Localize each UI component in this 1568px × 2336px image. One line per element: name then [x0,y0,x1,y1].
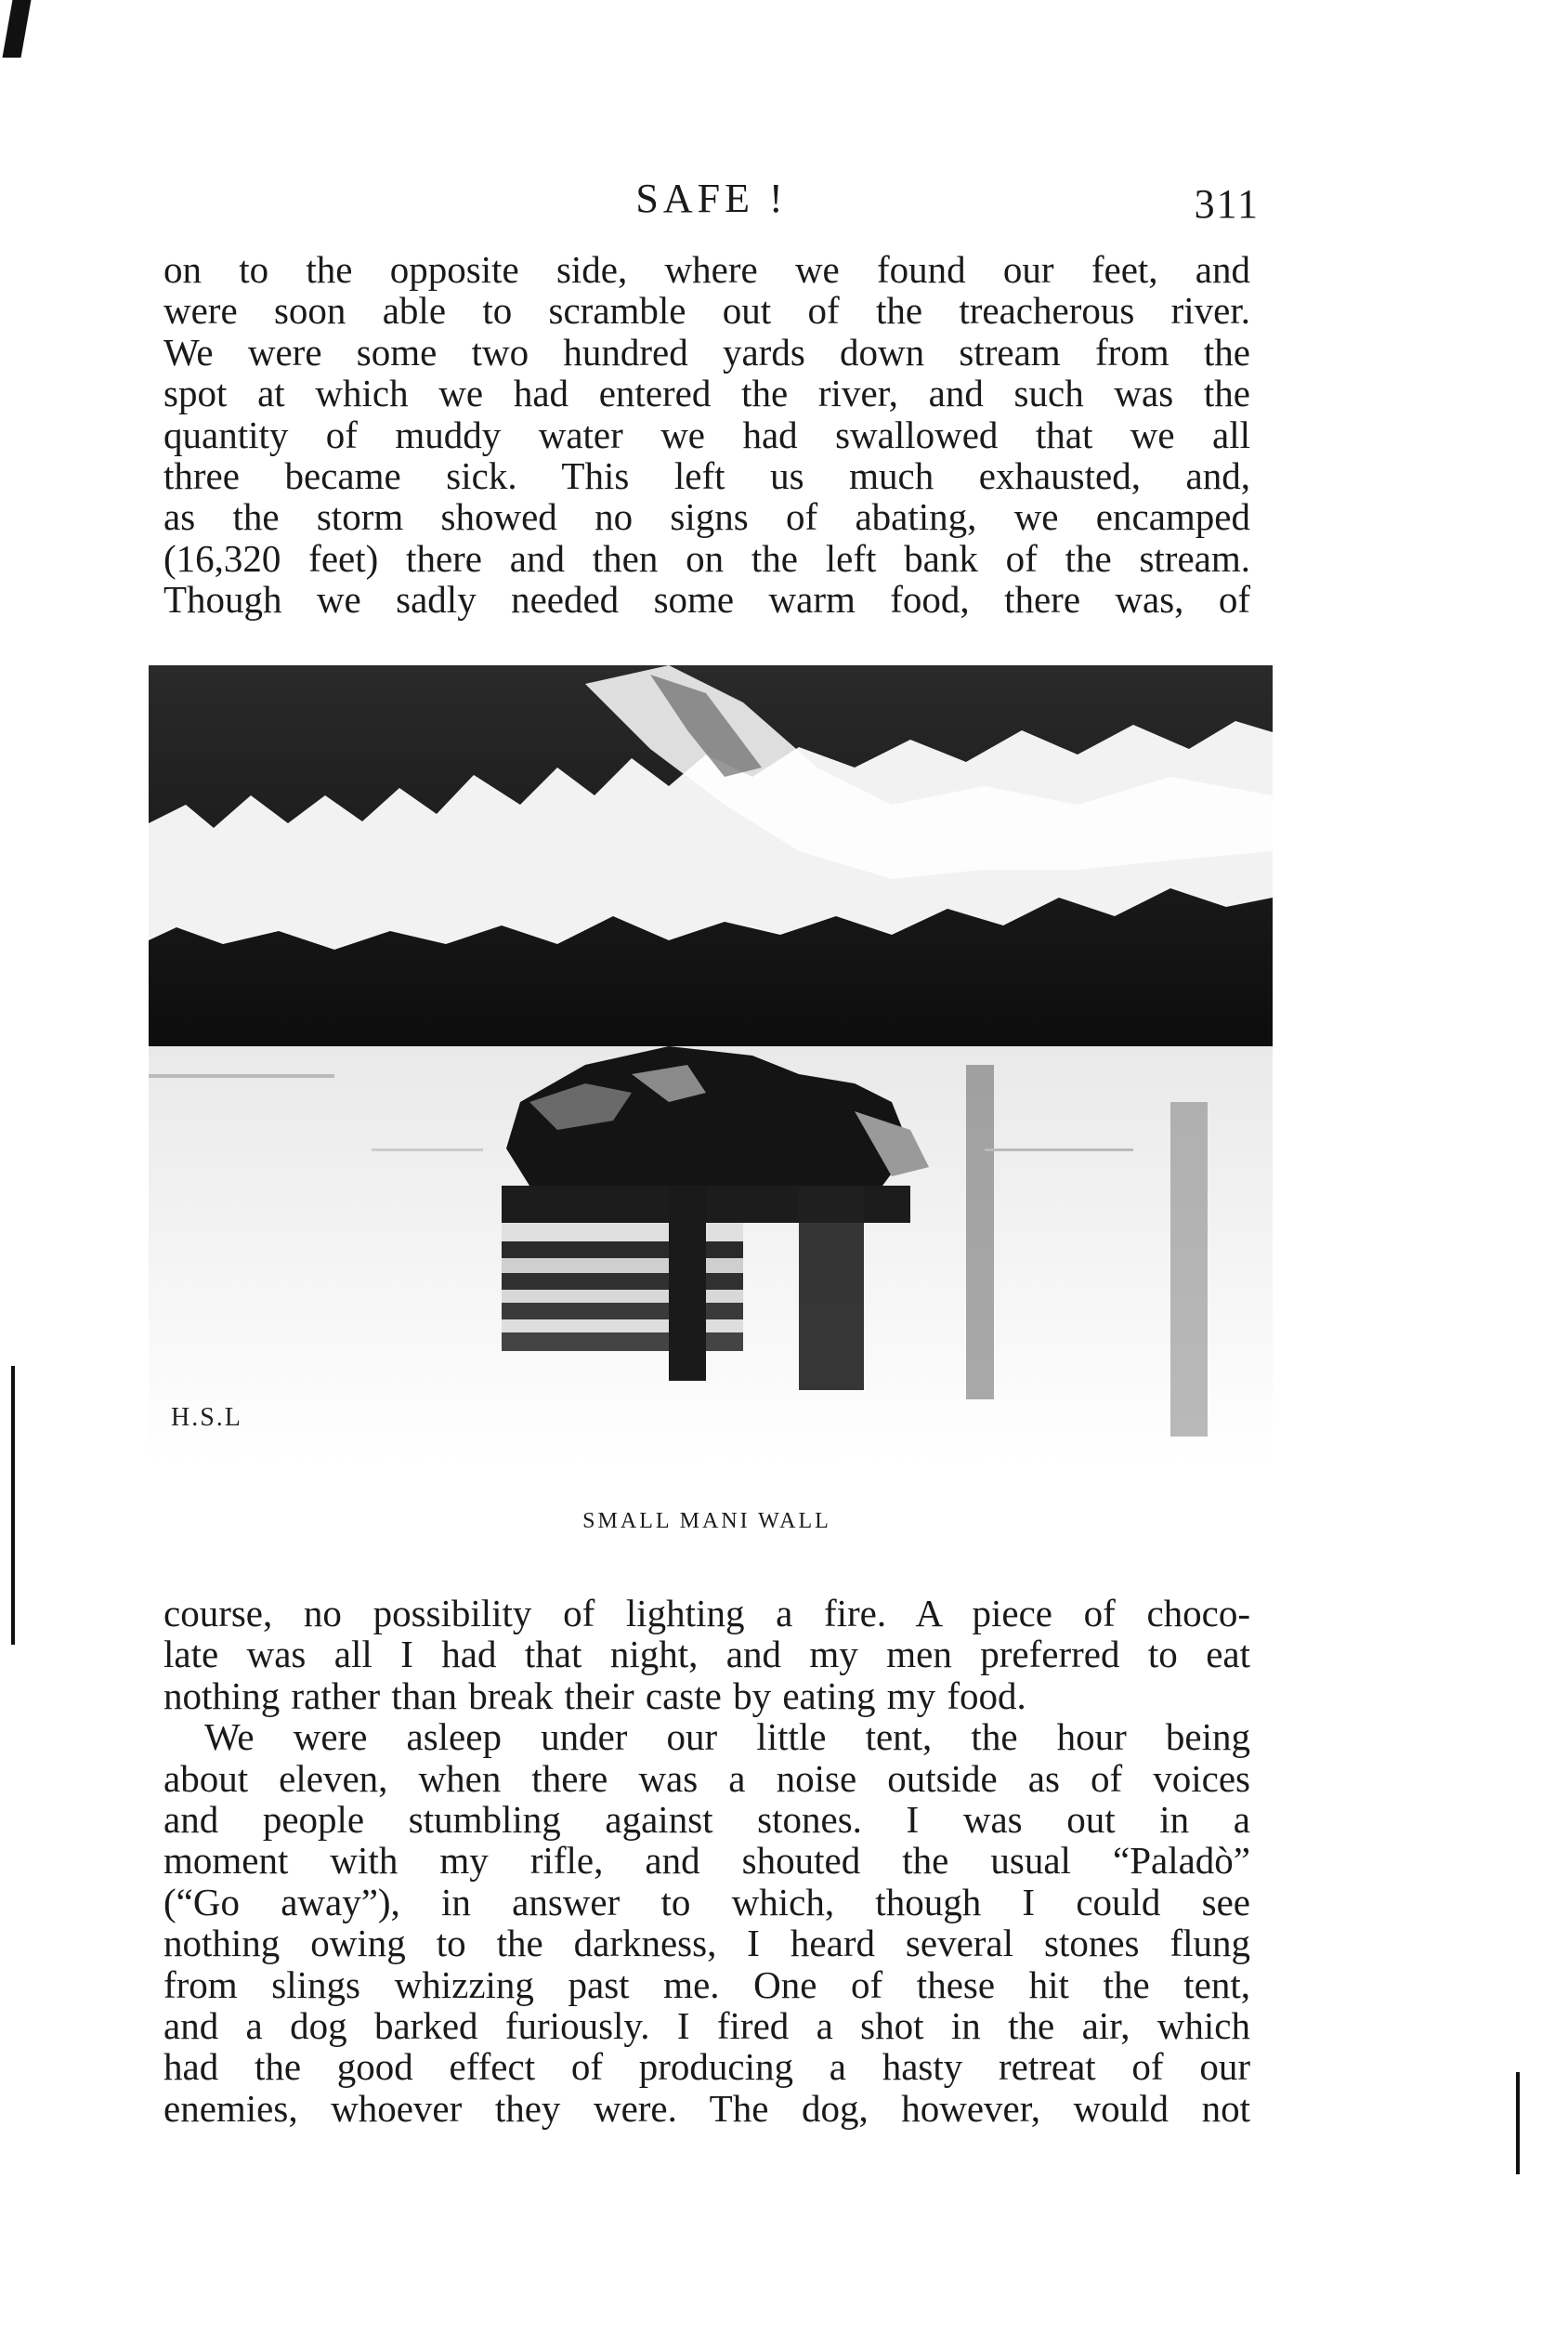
text-line: (16,320 feet) there and then on the left bank of the stream. [163,536,1250,580]
page-number: 311 [1194,181,1260,227]
scan-margin-line [11,1366,15,1645]
text-line: had the good effect of producing a hasty retreat of our [163,2045,1250,2089]
artist-signature: H.S.L [171,1403,242,1432]
paragraph-continued [163,249,1250,621]
running-head [163,175,1260,230]
paragraph-continued [163,1593,1250,1716]
text-line: moment with my rifle, and shouted the usual “Paladò” [163,1839,1250,1883]
text-line: were soon able to scramble out of the treacherous river. [163,289,1250,333]
bottom-text [163,1593,1250,2129]
top-text [163,249,1250,621]
text-line: about eleven, when there was a noise outside as of voices [163,1756,1250,1800]
scan-margin-line-right [1516,2072,1520,2174]
text-line: and a dog barked furiously. I fired a shot in the air, which [163,2004,1250,2048]
text-line: enemies, whoever they were. The dog, however, would not [163,2086,1250,2130]
text-line: late was all I had that night, and my men preferred to eat [163,1633,1250,1676]
text-line: and people stumbling against stones. I was out in a [163,1798,1250,1842]
running-title: SAFE ! [635,176,788,221]
text-line: We were asleep under our little tent, the hour being [204,1715,1250,1759]
text-line: nothing owing to the darkness, I heard several stones flung [163,1922,1250,1965]
illustration-graphic [149,665,1273,1464]
text-line: Though we sadly needed some warm food, there was, of [163,578,1250,622]
text-line: as the storm showed no signs of abating, we encamped [163,495,1250,539]
text-line: on to the opposite side, where we found our feet, and [163,248,1250,291]
scan-corner-mark [3,0,32,58]
text-line: spot at which we had entered the river, and such was the [163,372,1250,415]
text-line: (“Go away”), in answer to which, though I could see [163,1880,1250,1923]
text-line: nothing rather than break their caste by eating my food. [163,1673,1026,1717]
text-line: We were some two hundred yards down stream from the [163,330,1250,374]
paragraph [163,1716,1250,2129]
figure-caption: SMALL MANI WALL [582,1509,831,1533]
mani-wall-illustration [149,665,1273,1464]
text-line: three became sick. This left us much exhausted, and, [163,454,1250,498]
text-line: course, no possibility of lighting a fire. A piece of choco- [163,1592,1250,1634]
text-line: quantity of muddy water we had swallowed that we all [163,413,1250,456]
text-line: from slings whizzing past me. One of these hit the tent, [163,1962,1250,2006]
